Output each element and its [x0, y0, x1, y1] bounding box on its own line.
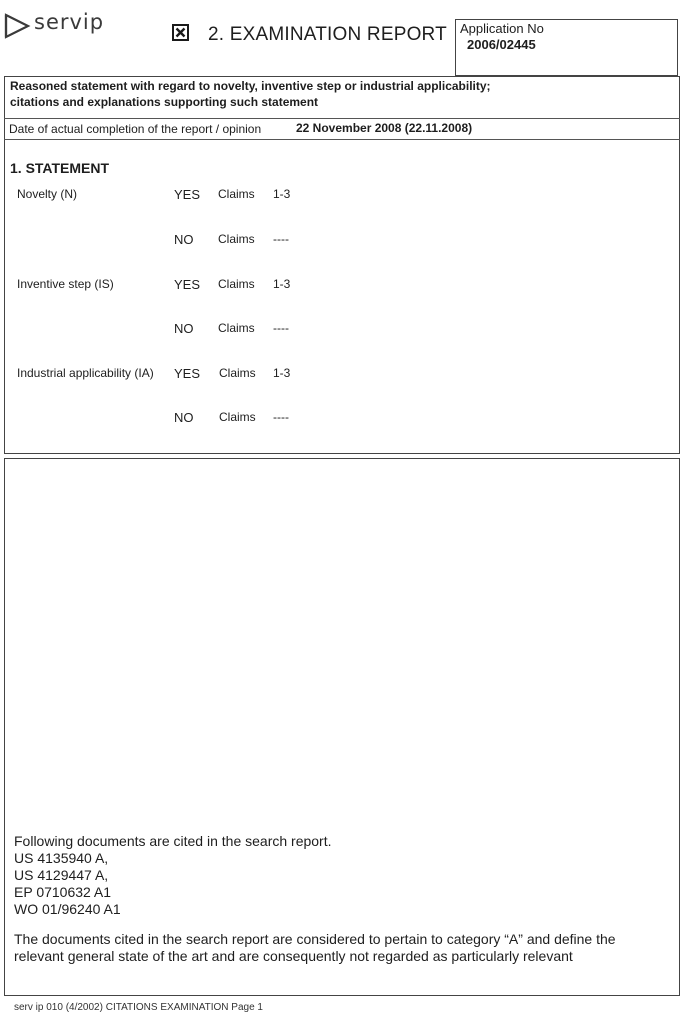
criterion-industrial-applicability: Industrial applicability (IA) [17, 366, 154, 380]
conclusion-line-2: relevant general state of the art and are consequently not regarded as particularly relevant [14, 948, 573, 964]
claims-value: 1-3 [273, 277, 291, 291]
no-label: NO [174, 410, 194, 425]
claims-value: ---- [273, 232, 289, 246]
claims-label: Claims [218, 232, 255, 246]
yes-label: YES [174, 366, 201, 381]
claims-value: ---- [273, 410, 289, 424]
citation-item: EP 0710632 A1 [14, 884, 112, 900]
no-label: NO [174, 321, 194, 336]
reasoned-line-1: Reasoned statement with regard to novelty, inventive step or industrial applicability; [10, 79, 491, 93]
claims-value: 1-3 [273, 187, 291, 201]
claims-label: Claims [219, 410, 256, 424]
claims-value: ---- [273, 321, 289, 335]
servip-logo [4, 10, 124, 40]
completion-date-label: Date of actual completion of the report / opinion [9, 122, 262, 136]
report-title: 2. EXAMINATION REPORT [208, 24, 447, 45]
yes-label: YES [174, 187, 201, 202]
divider [4, 139, 680, 140]
claims-value: 1-3 [273, 366, 291, 380]
criterion-novelty: Novelty (N) [17, 187, 78, 201]
conclusion-paragraph [14, 931, 654, 965]
citation-item: US 4135940 A, [14, 850, 109, 866]
application-number: 2006/02445 [467, 37, 536, 52]
cited-documents-block [14, 833, 654, 918]
citation-item: WO 01/96240 A1 [14, 901, 121, 917]
divider [4, 118, 680, 119]
checked-checkbox-icon [172, 24, 189, 41]
servip-logo-icon [4, 12, 32, 40]
claims-label: Claims [218, 277, 255, 291]
claims-label: Claims [218, 321, 255, 335]
logo-text: servip [34, 10, 105, 34]
statement-heading: 1. STATEMENT [10, 160, 110, 176]
criterion-inventive-step: Inventive step (IS) [17, 277, 114, 291]
conclusion-line-1: The documents cited in the search report are considered to pertain to category “A” and define the [14, 931, 616, 947]
cited-intro: Following documents are cited in the search report. [14, 833, 332, 849]
claims-label: Claims [218, 187, 255, 201]
reasoned-line-2: citations and explanations supporting such statement [10, 95, 319, 109]
completion-date-value: 22 November 2008 (22.11.2008) [296, 121, 473, 135]
reasoned-statement-heading [10, 78, 610, 110]
claims-label: Claims [219, 366, 256, 380]
no-label: NO [174, 232, 194, 247]
citation-item: US 4129447 A, [14, 867, 109, 883]
application-label: Application No [460, 21, 544, 36]
yes-label: YES [174, 277, 201, 292]
page-footer: serv ip 010 (4/2002) CITATIONS EXAMINATION Page 1 [14, 1002, 263, 1013]
